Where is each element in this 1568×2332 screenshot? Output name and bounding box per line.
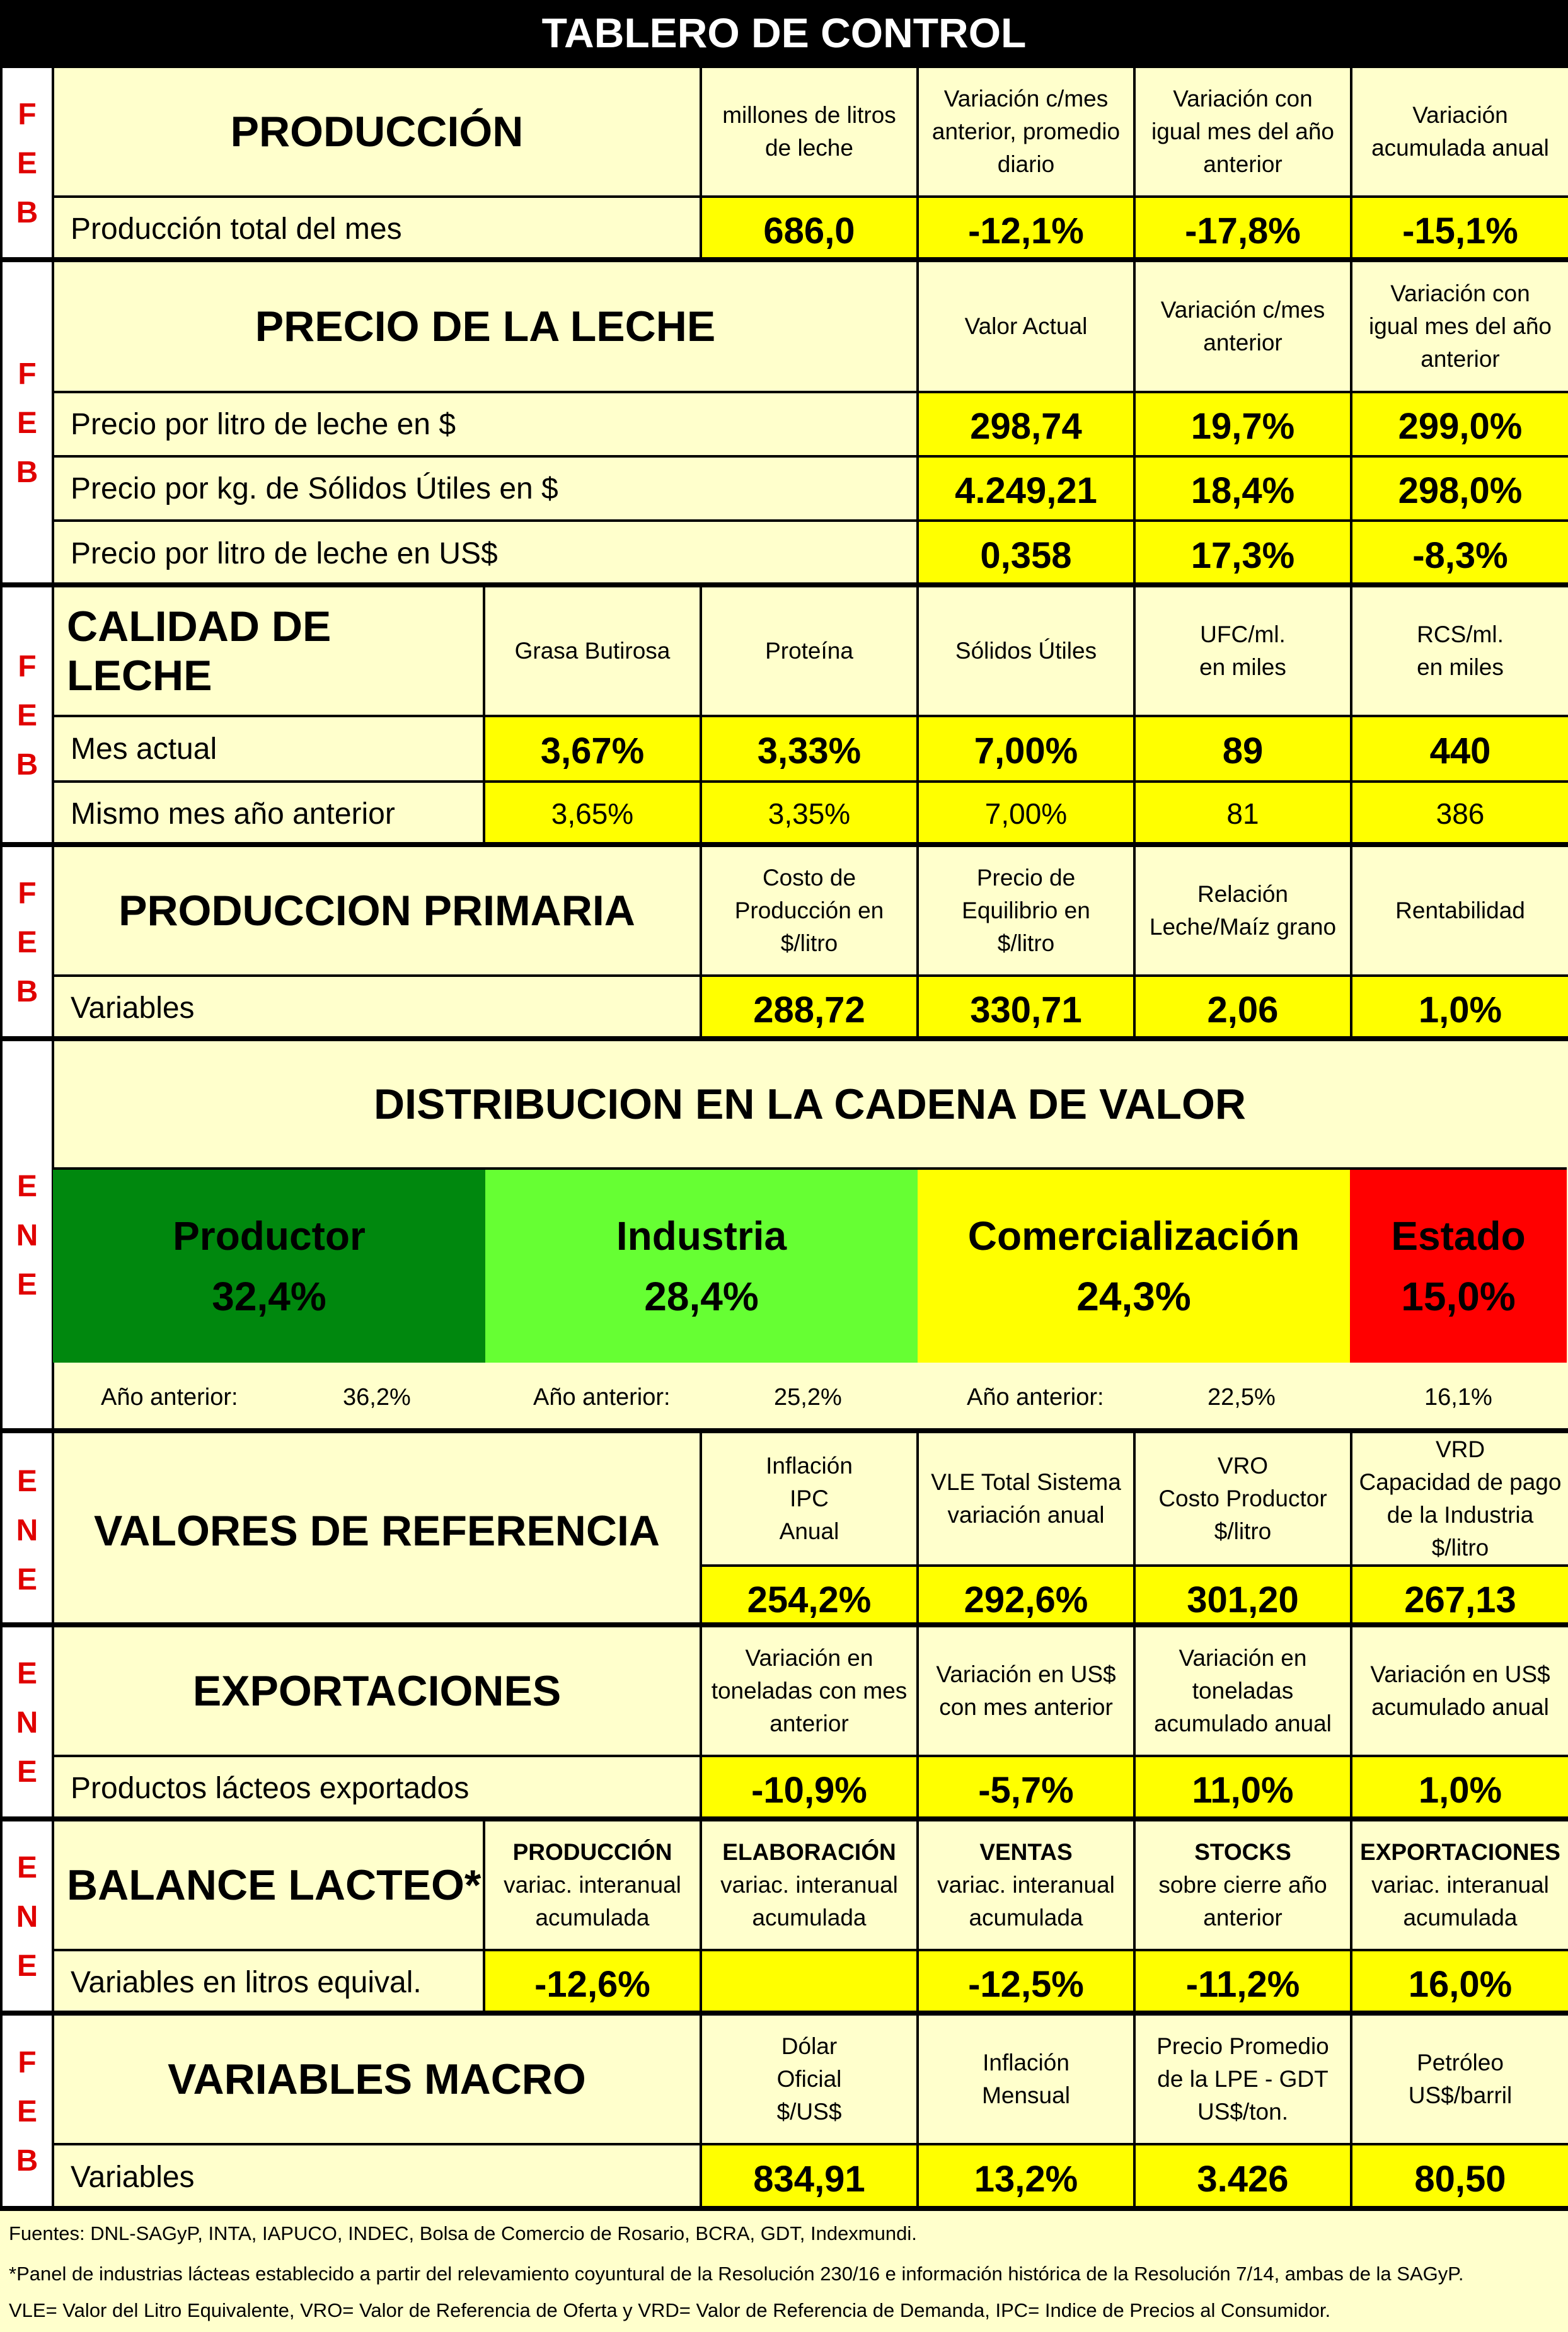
section-divider [0, 2206, 1568, 2211]
row-label: Precio por litro de leche en US$ [53, 521, 918, 586]
value-cell: 267,13 [1351, 1566, 1568, 1630]
section-divider [0, 257, 1568, 262]
value-cell: 16,0% [1351, 1950, 1568, 2014]
value-cell: 18,4% [1134, 456, 1351, 521]
previous-year-value: 25,2% [774, 1384, 842, 1411]
previous-year-value: 22,5% [1208, 1384, 1276, 1411]
previous-year-label: Año anterior: [533, 1384, 671, 1411]
primaria-section [0, 845, 1568, 1041]
value-cell: -11,2% [1134, 1950, 1351, 2014]
value-cell: 254,2% [701, 1566, 918, 1630]
column-header: Sólidos Útiles [918, 586, 1134, 716]
month-indicator: E N E [1, 1432, 53, 1630]
row-label: Precio por litro de leche en $ [53, 392, 918, 456]
column-header: Inflación Mensual [918, 2014, 1134, 2144]
column-header: Relación Leche/Maíz grano [1134, 846, 1351, 976]
value-cell: 386 [1351, 782, 1568, 846]
column-header: Variación con igual mes del año anterior [1351, 261, 1568, 392]
footer-glossary: VLE= Valor del Litro Equivalente, VRO= Valor de Referencia de Oferta y VRD= Valor de Referencia de Demanda, IPC= Indice de Precios al Consumidor. [9, 2299, 1331, 2321]
column-header: Variación con igual mes del año anterior [1134, 67, 1351, 197]
exportaciones-section [0, 1625, 1568, 1821]
column-header: STOCKS sobre cierre año anterior [1134, 1820, 1351, 1950]
column-header: ELABORACIÓN variac. interanual acumulada [701, 1820, 918, 1950]
month-indicator: E N E [1, 1040, 53, 1432]
month-indicator: E N E [1, 1626, 53, 1820]
row-label: Variables [53, 976, 701, 1040]
produccion-section [0, 66, 1568, 262]
month-indicator: F E B [1, 2014, 53, 2210]
column-header: Variación acumulada anual [1351, 67, 1568, 197]
column-header: VRD Capacidad de pago de la Industria $/litro [1351, 1432, 1568, 1566]
previous-year-value: 16,1% [1424, 1384, 1492, 1411]
column-header: Valor Actual [918, 261, 1134, 392]
macro-section [0, 2013, 1568, 2211]
column-header: Variación en toneladas con mes anterior [701, 1626, 918, 1756]
value-cell: -15,1% [1351, 197, 1568, 261]
column-header: VRO Costo Productor $/litro [1134, 1432, 1351, 1566]
value-cell: 13,2% [918, 2144, 1134, 2210]
value-cell: 3.426 [1134, 2144, 1351, 2210]
month-indicator: F E B [1, 586, 53, 846]
row-label: Producción total del mes [53, 197, 701, 261]
section-divider [0, 1816, 1568, 1821]
value-cell: 686,0 [701, 197, 918, 261]
column-header: Costo de Producción en $/litro [701, 846, 918, 976]
estado-share: Estado 15,0% [1350, 1170, 1567, 1363]
row-label: Productos lácteos exportados [53, 1756, 701, 1820]
referencia-section [0, 1431, 1568, 1631]
column-header: Precio de Equilibrio en $/litro [918, 846, 1134, 976]
value-cell: 7,00% [918, 782, 1134, 846]
section-divider [0, 1036, 1568, 1041]
section-title: PRECIO DE LA LECHE [53, 261, 918, 392]
value-cell: 298,0% [1351, 456, 1568, 521]
previous-year-label: Año anterior: [967, 1384, 1104, 1411]
value-cell: 298,74 [918, 392, 1134, 456]
value-cell: 3,67% [484, 716, 701, 782]
value-cell: 3,65% [484, 782, 701, 846]
value-cell: 89 [1134, 716, 1351, 782]
value-cell: 3,33% [701, 716, 918, 782]
section-title: CALIDAD DE LECHE [53, 586, 484, 716]
value-cell: -8,3% [1351, 521, 1568, 586]
column-header: EXPORTACIONES variac. interanual acumulada [1351, 1820, 1568, 1950]
value-cell: 7,00% [918, 716, 1134, 782]
value-cell: 19,7% [1134, 392, 1351, 456]
month-indicator: F E B [1, 261, 53, 586]
column-header: PRODUCCIÓN variac. interanual acumulada [484, 1820, 701, 1950]
value-cell: -12,1% [918, 197, 1134, 261]
column-header: VLE Total Sistema variación anual [918, 1432, 1134, 1566]
row-label: Variables [53, 2144, 701, 2210]
column-header: VENTAS variac. interanual acumulada [918, 1820, 1134, 1950]
month-indicator: F E B [1, 67, 53, 261]
section-title: EXPORTACIONES [53, 1626, 701, 1756]
row-label: Variables en litros equival. [53, 1950, 484, 2014]
section-title: DISTRIBUCION EN LA CADENA DE VALOR [374, 1080, 1246, 1128]
column-header: Variación c/mes anterior [1134, 261, 1351, 392]
previous-year-label: Año anterior: [101, 1384, 238, 1411]
column-header: millones de litros de leche [701, 67, 918, 197]
value-cell: 3,35% [701, 782, 918, 846]
section-title: VALORES DE REFERENCIA [53, 1432, 701, 1630]
column-header: Inflación IPC Anual [701, 1432, 918, 1566]
value-cell: 11,0% [1134, 1756, 1351, 1820]
column-header: Proteína [701, 586, 918, 716]
column-header: Variación en toneladas acumulado anual [1134, 1626, 1351, 1756]
value-cell: 440 [1351, 716, 1568, 782]
section-divider [0, 582, 1568, 587]
section-title: PRODUCCIÓN [53, 67, 701, 197]
month-indicator: E N E [1, 1820, 53, 2014]
month-indicator: F E B [1, 846, 53, 1040]
value-cell: 80,50 [1351, 2144, 1568, 2210]
page-title: TABLERO DE CONTROL [0, 0, 1568, 66]
section-divider [0, 1428, 1568, 1433]
row-label: Precio por kg. de Sólidos Útiles en $ [53, 456, 918, 521]
precio-section [0, 260, 1568, 587]
industria-share: Industria 28,4% [485, 1170, 918, 1363]
value-cell [701, 1950, 918, 2014]
productor-share: Productor 32,4% [53, 1170, 485, 1363]
value-cell: 301,20 [1134, 1566, 1351, 1630]
balance-section [0, 1819, 1568, 2016]
section-title: PRODUCCION PRIMARIA [53, 846, 701, 976]
footer-sources: Fuentes: DNL-SAGyP, INTA, IAPUCO, INDEC, Bolsa de Comercio de Rosario, BCRA, GDT, Indexmundi. [9, 2222, 917, 2244]
value-cell: 81 [1134, 782, 1351, 846]
value-cell: -10,9% [701, 1756, 918, 1820]
column-header: Petróleo US$/barril [1351, 2014, 1568, 2144]
value-cell: 834,91 [701, 2144, 918, 2210]
value-cell: 1,0% [1351, 1756, 1568, 1820]
value-cell: 1,0% [1351, 976, 1568, 1040]
value-cell: -5,7% [918, 1756, 1134, 1820]
value-cell: 17,3% [1134, 521, 1351, 586]
row-label: Mes actual [53, 716, 484, 782]
section-title: BALANCE LACTEO* [53, 1820, 484, 1950]
column-header: Grasa Butirosa [484, 586, 701, 716]
column-header: UFC/ml. en miles [1134, 586, 1351, 716]
previous-year-value: 36,2% [343, 1384, 411, 1411]
column-header: Variación en US$ con mes anterior [918, 1626, 1134, 1756]
column-header: Variación en US$ acumulado anual [1351, 1626, 1568, 1756]
value-cell: 292,6% [918, 1566, 1134, 1630]
value-cell: 0,358 [918, 521, 1134, 586]
section-divider [0, 2011, 1568, 2016]
section-divider [0, 842, 1568, 847]
value-cell: 330,71 [918, 976, 1134, 1040]
column-header: Variación c/mes anterior, promedio diario [918, 67, 1134, 197]
column-header: Dólar Oficial $/US$ [701, 2014, 918, 2144]
value-cell: 299,0% [1351, 392, 1568, 456]
section-title: VARIABLES MACRO [53, 2014, 701, 2144]
value-cell: 4.249,21 [918, 456, 1134, 521]
value-cell: -12,5% [918, 1950, 1134, 2014]
column-header: Precio Promedio de la LPE - GDT US$/ton. [1134, 2014, 1351, 2144]
footer-note: *Panel de industrias lácteas establecido a partir del relevamiento coyuntural de la Resolución 230/16 e información histórica de la Resolución 7/14, ambas de la SAGyP. [9, 2263, 1464, 2285]
comercializacion-share: Comercialización 24,3% [918, 1170, 1350, 1363]
column-header: Rentabilidad [1351, 846, 1568, 976]
column-header: RCS/ml. en miles [1351, 586, 1568, 716]
value-cell: 2,06 [1134, 976, 1351, 1040]
value-cell: -12,6% [484, 1950, 701, 2014]
row-label: Mismo mes año anterior [53, 782, 484, 846]
calidad-section [0, 585, 1568, 847]
value-cell: 288,72 [701, 976, 918, 1040]
value-cell: -17,8% [1134, 197, 1351, 261]
section-divider [0, 1622, 1568, 1627]
